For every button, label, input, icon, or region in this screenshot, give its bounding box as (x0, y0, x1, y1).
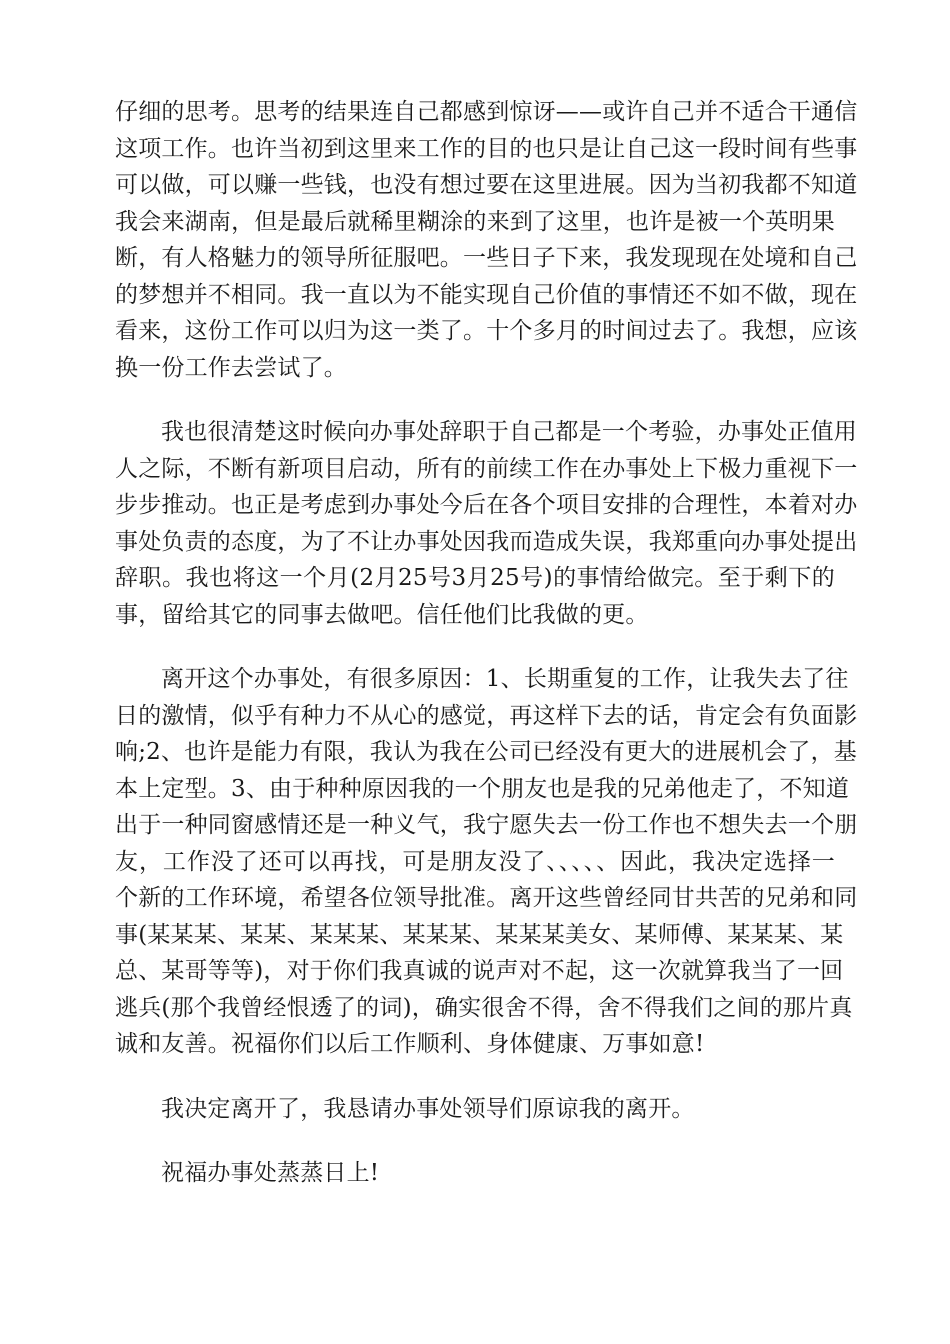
paragraph-2 (115, 414, 858, 633)
paragraph-spacer (115, 633, 835, 661)
document-page (115, 94, 858, 1192)
text-line: 可以做，可以赚一些钱，也没有想过要在这里进展。因为当初我都不知道 (115, 172, 858, 198)
text-line: 诚和友善。祝福你们以后工作顺利、身体健康、万事如意! (115, 1031, 705, 1057)
text-line: 辞职。我也将这一个月(2月25号3月25号)的事情给做完。至于剩下的 (115, 565, 835, 591)
text-line: 事，留给其它的同事去做吧。信任他们比我做的更。 (115, 601, 649, 628)
text-line: 事(某某某、某某、某某某、某某某、某某某美女、某师傅、某某某、某 (115, 921, 844, 948)
text-line: 离开这个办事处，有很多原因：1、长期重复的工作，让我失去了往 (161, 666, 849, 692)
paragraph-3 (115, 661, 858, 1063)
paragraph-spacer (115, 386, 835, 414)
paragraph-spacer (115, 1063, 835, 1091)
text-line: 祝福办事处蒸蒸日上! (161, 1160, 380, 1186)
text-line: 的梦想并不相同。我一直以为不能实现自己价值的事情还不如不做，现在 (115, 281, 858, 308)
text-line: 友，工作没了还可以再找，可是朋友没了、、、、、因此，我决定选择一 (115, 848, 835, 875)
text-line: 人之际，不断有新项目启动，所有的前续工作在办事处上下极力重视下一 (115, 455, 858, 482)
text-line: 本上定型。3、由于种种原因我的一个朋友也是我的兄弟他走了，不知道 (115, 775, 850, 802)
text-line: 步步推动。也正是考虑到办事处今后在各个项目安排的合理性，本着对办 (115, 492, 858, 518)
text-line: 仔细的思考。思考的结果连自己都感到惊讶——或许自己并不适合干通信 (115, 99, 858, 125)
paragraph-5 (115, 1155, 835, 1192)
text-line: 事处负责的态度，为了不让办事处因我而造成失误，我郑重向办事处提出 (115, 528, 858, 555)
text-line: 我决定离开了，我恳请办事处领导们原谅我的离开。 (161, 1095, 695, 1122)
text-line: 我也很清楚这时候向办事处辞职于自己都是一个考验，办事处正值用 (161, 419, 857, 445)
text-line: 个新的工作环境，希望各位领导批准。离开这些曾经同甘共苦的兄弟和同 (115, 885, 858, 911)
text-line: 逃兵(那个我曾经恨透了的词)，确实很舍不得，舍不得我们之间的那片真 (115, 994, 853, 1021)
text-line: 出于一种同窗感情还是一种义气，我宁愿失去一份工作也不想失去一个朋 (115, 812, 858, 838)
text-line: 看来，这份工作可以归为这一类了。十个多月的时间过去了。我想，应该 (115, 318, 858, 344)
paragraph-spacer (115, 1127, 835, 1155)
paragraph-4 (115, 1091, 835, 1128)
text-line: 断，有人格魅力的领导所征服吧。一些日子下来，我发现现在处境和自己 (115, 245, 858, 271)
text-line: 我会来湖南，但是最后就稀里糊涂的来到了这里，也许是被一个英明果 (115, 208, 835, 235)
text-line: 总、某哥等等)，对于你们我真诚的说声对不起，这一次就算我当了一回 (115, 958, 844, 984)
text-line: 日的激情，似乎有种力不从心的感觉，再这样下去的话，肯定会有负面影 (115, 702, 858, 729)
text-line: 响;2、也许是能力有限，我认为我在公司已经没有更大的进展机会了，基 (115, 739, 857, 765)
paragraph-1 (115, 94, 858, 386)
text-line: 换一份工作去尝试了。 (115, 354, 347, 381)
text-line: 这项工作。也许当初到这里来工作的目的也只是让自己这一段时间有些事 (115, 135, 858, 162)
